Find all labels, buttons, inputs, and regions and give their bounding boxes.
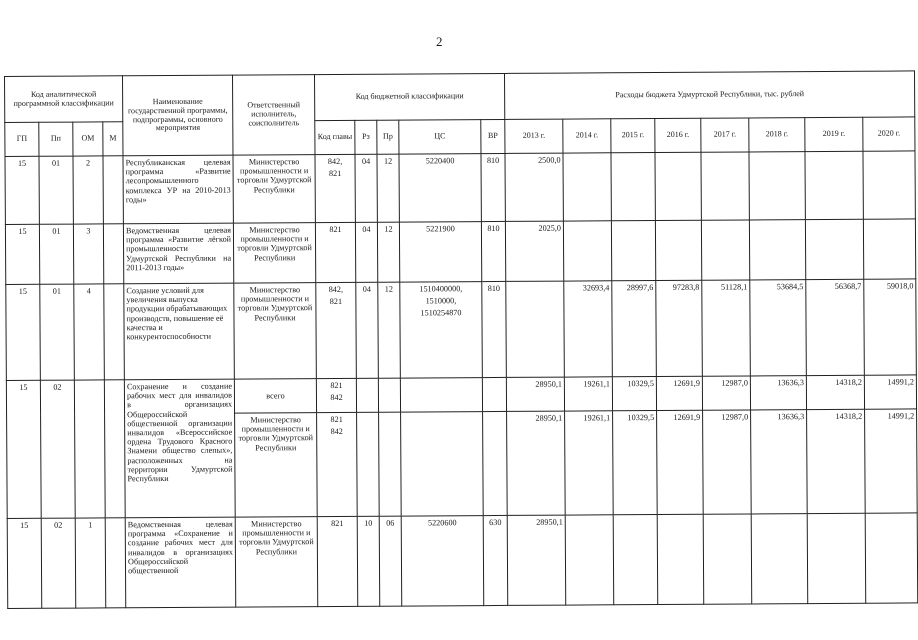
glavy-code: 842 xyxy=(330,427,343,437)
cs-code: 1510254870 xyxy=(420,308,462,318)
cell-cs xyxy=(401,516,484,606)
cell-pr: 12 xyxy=(377,222,399,282)
header-year: 2016 г. xyxy=(655,118,701,152)
cs-code: 5220400 xyxy=(425,156,455,166)
cell-value xyxy=(749,152,805,220)
cell-value xyxy=(805,151,863,219)
cell-pr: 12 xyxy=(377,154,399,222)
cell-glavy xyxy=(315,154,355,222)
cell-value xyxy=(863,151,915,219)
cell-value: 59018,0 xyxy=(864,279,917,375)
cell-rz xyxy=(356,378,378,412)
cell-exec: Министерство промышленности и торговли Удмуртской Республики xyxy=(233,155,315,223)
cell-value xyxy=(807,513,866,603)
cell-name: Республиканская целевая программа «Развитие лесопромышленного комплекса УР на 2010-2013 годы» xyxy=(123,155,233,224)
glavy-code: 821 xyxy=(330,414,343,425)
header-code-analytic: Код аналитической программной классификации xyxy=(5,76,123,123)
cell-rz: 04 xyxy=(355,154,377,222)
cell-value: 28950,1 xyxy=(507,515,566,605)
cell-cs xyxy=(400,282,483,378)
cell-vr: 810 xyxy=(481,153,505,221)
cell-vr: 810 xyxy=(482,281,507,377)
cell-value xyxy=(565,515,614,605)
header-rz: Рз xyxy=(355,120,377,154)
header-year: 2014 г. xyxy=(563,119,611,153)
cell-om: 1 xyxy=(75,518,106,608)
cell-vr xyxy=(483,411,508,515)
budget-sheet xyxy=(4,71,915,608)
cell-value xyxy=(563,221,611,281)
header-glavy: Код главы xyxy=(315,120,355,154)
cell-gp: 15 xyxy=(6,380,41,518)
cell-vr xyxy=(482,377,506,411)
header-responsible: Ответственный исполнитель, соисполнитель xyxy=(233,75,315,155)
cell-m xyxy=(103,156,123,224)
cell-value: 12987,0 xyxy=(703,410,752,514)
cell-value xyxy=(749,220,805,280)
header-gp: ГП xyxy=(5,122,39,156)
cell-value: 28950,1 xyxy=(506,377,564,411)
cell-name: Ведомственная целевая программа «Сохранение и создание рабочих мест для инвалидов в организациях Общероссийской общественной xyxy=(125,517,236,608)
cell-m xyxy=(105,518,126,608)
cell-value xyxy=(613,515,658,605)
cell-value: 14318,2 xyxy=(807,409,866,513)
cell-glavy xyxy=(316,282,357,378)
header-vr: ВР xyxy=(481,119,505,153)
cell-pp: 01 xyxy=(39,224,73,284)
header-year: 2015 г. xyxy=(611,119,655,153)
header-m: М xyxy=(103,122,123,156)
cs-code: 1510000, xyxy=(425,296,457,306)
cell-om: 3 xyxy=(73,224,103,284)
cell-om: 2 xyxy=(73,156,103,224)
table-row xyxy=(7,513,918,609)
table-row xyxy=(5,151,916,225)
cs-code: 5221900 xyxy=(426,224,455,234)
cell-exec: Министерство промышленности и торговли Удмуртской Республики xyxy=(234,283,317,379)
header-budget-code: Код бюджетной классификации xyxy=(315,73,505,120)
cell-value xyxy=(703,514,752,604)
cell-m xyxy=(103,224,123,284)
cell-pp: 02 xyxy=(41,518,76,608)
cell-value: 2500,0 xyxy=(505,153,563,221)
cell-gp: 15 xyxy=(5,156,39,224)
cell-m xyxy=(104,380,125,518)
cell-rz xyxy=(357,412,380,516)
cell-pp: 02 xyxy=(40,380,75,518)
glavy-code: 821 xyxy=(331,518,344,529)
cell-cs xyxy=(399,154,481,222)
cell-value: 32693,4 xyxy=(564,281,613,377)
header-pp: Пп xyxy=(39,122,73,156)
cell-value: 14991,2 xyxy=(865,409,918,513)
header-cs: ЦС xyxy=(399,120,481,155)
cell-cs xyxy=(400,378,482,413)
cell-value xyxy=(655,152,701,220)
cell-m xyxy=(104,284,125,380)
glavy-code: 821 xyxy=(329,224,342,235)
header-pr: Пр xyxy=(377,120,399,154)
cell-gp: 15 xyxy=(5,224,39,284)
header-row-1 xyxy=(5,71,915,123)
cell-om xyxy=(74,380,105,518)
cell-value: 19261,1 xyxy=(564,377,612,411)
cell-value: 12691,9 xyxy=(657,410,704,514)
cell-glavy xyxy=(315,222,355,282)
header-name: Наименование государственной программы, подпрограммы, основного мероприятия xyxy=(123,75,233,156)
budget-table xyxy=(4,70,918,609)
cell-value: 14318,2 xyxy=(806,375,864,409)
cell-name: Сохранение и создание рабочих мест для инвалидов в организациях Общероссийской общественной организации инвалидов «Всероссийское ордена Трудового Красного Знамени общество слепых», расположенных на территории Удмуртской Республики xyxy=(124,379,235,518)
cell-value: 51128,1 xyxy=(702,280,751,376)
cell-value xyxy=(863,219,915,279)
cell-value xyxy=(506,281,565,377)
cell-name: Ведомственная целевая программа «Развитие лёгкой промышленности Удмуртской Республики на 2011-2013 годы» xyxy=(123,223,233,284)
cell-value: 13636,3 xyxy=(750,376,806,410)
header-year: 2017 г. xyxy=(701,118,749,152)
header-year: 2020 г. xyxy=(863,117,915,151)
glavy-code: 842, xyxy=(328,284,344,295)
cell-value xyxy=(701,220,749,280)
cell-value: 14991,2 xyxy=(864,375,916,409)
cell-vr: 630 xyxy=(483,515,508,605)
table-row xyxy=(5,219,915,285)
cell-value xyxy=(611,221,655,281)
header-year: 2019 г. xyxy=(805,117,863,151)
cell-value: 28997,6 xyxy=(612,281,657,377)
cell-value: 53684,5 xyxy=(750,280,807,376)
table-row xyxy=(6,279,917,381)
cell-gp: 15 xyxy=(7,518,42,608)
cell-pr: 06 xyxy=(379,516,402,606)
cell-value xyxy=(611,153,655,221)
header-expenses: Расходы бюджета Удмуртской Республики, тыс. рублей xyxy=(505,71,915,120)
cell-value: 12987,0 xyxy=(702,376,750,410)
cell-vr: 810 xyxy=(481,221,505,281)
glavy-code: 842 xyxy=(330,393,343,403)
cell-exec: Министерство промышленности и торговли Удмуртской Республики xyxy=(235,413,318,517)
cell-value: 10329,5 xyxy=(612,377,656,411)
cell-cs xyxy=(399,222,481,282)
cell-value: 56368,7 xyxy=(806,279,865,375)
cell-om: 4 xyxy=(74,284,105,380)
cs-code: 1510400000, xyxy=(419,284,463,294)
cell-glavy xyxy=(316,378,356,412)
glavy-code: 821 xyxy=(329,297,343,307)
glavy-code: 821 xyxy=(328,169,342,179)
cell-rz: 10 xyxy=(357,516,380,606)
table-row xyxy=(6,375,916,415)
cell-glavy xyxy=(317,516,358,606)
cell-pr: 12 xyxy=(378,282,401,378)
cell-value xyxy=(563,153,611,221)
cell-exec: Министерство промышленности и торговли Удмуртской Республики xyxy=(233,223,315,283)
cell-value xyxy=(701,152,749,220)
cell-rz: 04 xyxy=(355,222,377,282)
cell-value: 2025,0 xyxy=(505,221,563,281)
cell-cs xyxy=(401,412,484,516)
glavy-code: 842, xyxy=(327,156,343,167)
cell-pp: 01 xyxy=(40,284,75,380)
cell-value: 28950,1 xyxy=(507,411,566,515)
cell-rz: 04 xyxy=(356,282,379,378)
cell-pr xyxy=(379,412,402,516)
cell-value xyxy=(865,513,918,603)
cell-value: 12691,9 xyxy=(656,376,702,410)
cell-pp: 01 xyxy=(39,156,73,224)
cell-exec: всего xyxy=(234,379,316,414)
cell-glavy xyxy=(317,412,358,516)
cell-value: 10329,5 xyxy=(613,411,658,515)
cell-value xyxy=(655,220,701,280)
cell-value: 13636,3 xyxy=(751,410,808,514)
glavy-code: 821 xyxy=(330,380,343,391)
cell-pr xyxy=(378,378,400,412)
cell-value xyxy=(751,514,808,604)
cell-value xyxy=(805,219,863,279)
cell-gp: 15 xyxy=(6,284,41,380)
cell-value xyxy=(657,514,704,604)
cell-value: 97283,8 xyxy=(656,280,703,376)
cell-value: 19261,1 xyxy=(565,411,614,515)
header-om: ОМ xyxy=(73,122,103,156)
page-number: 2 xyxy=(436,34,443,49)
cell-exec: Министерство промышленности и торговли Удмуртской Республики xyxy=(235,517,318,607)
header-year: 2018 г. xyxy=(749,118,805,152)
cs-code: 5220600 xyxy=(427,518,457,528)
cell-name: Создание условий для увеличения выпуска продукции обрабатывающих производств, повышение её качества и конкурентоспособности xyxy=(124,283,235,380)
header-year: 2013 г. xyxy=(505,119,563,153)
